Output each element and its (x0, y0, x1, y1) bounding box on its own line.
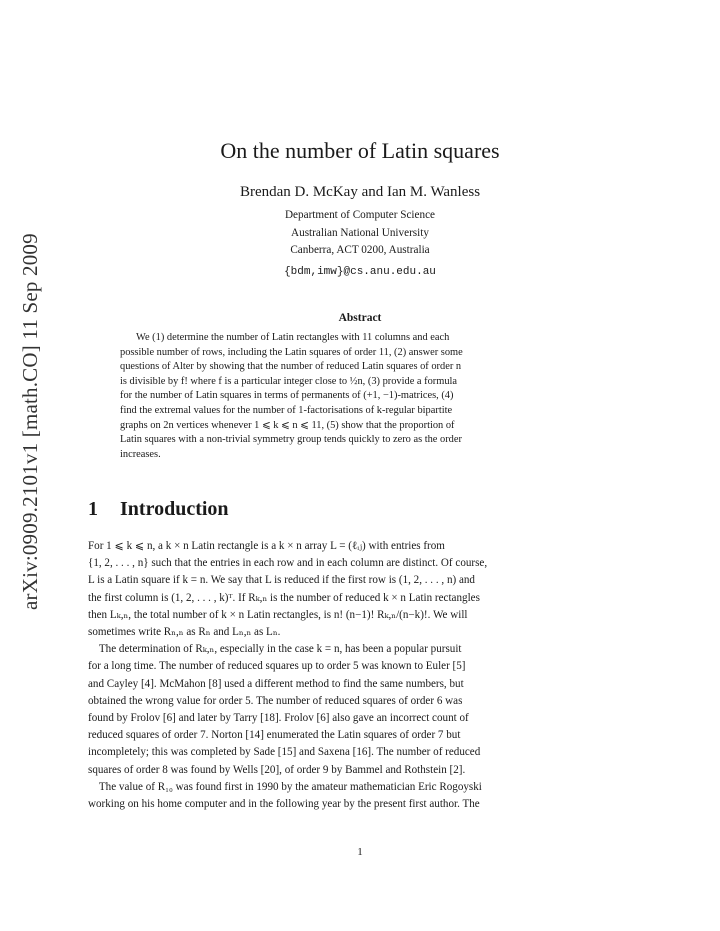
paper-authors: Brendan D. McKay and Ian M. Wanless (239, 184, 481, 200)
affiliation-line: Australian National University (291, 226, 429, 239)
affiliation-block (0, 207, 720, 281)
arxiv-identifier: arXiv:0909.2101v1 [math.CO] 11 Sep 2009 (18, 233, 42, 610)
body-line: L is a Latin square if k = n. We say that L is reduced if the first row is (1, 2, . . . , n) and (88, 574, 475, 587)
abstract-line: graphs on 2n vertices whenever 1 ⩽ k ⩽ n ⩽ 11, (5) show that the proportion of (120, 419, 455, 431)
abstract-line: We (1) determine the number of Latin rectangles with 11 columns and each (136, 332, 450, 343)
abstract-line: for the number of Latin squares in terms of permanents of (+1, −1)-matrices, (4) (120, 390, 454, 402)
body-line: for a long time. The number of reduced squares up to order 5 was known to Euler [5] (88, 660, 466, 673)
affiliation-line: Department of Computer Science (284, 209, 436, 221)
body-text (88, 538, 623, 813)
body-line: {1, 2, . . . , n} such that the entries in each row and in each column are distinct. Of course, (88, 557, 488, 570)
body-line: sometimes write Rₙ,ₙ as Rₙ and Lₙ,ₙ as Lₙ. (88, 626, 281, 639)
abstract-line: increases. (120, 448, 161, 460)
body-line: obtained the wrong value for order 5. The number of reduced squares of order 6 was (88, 694, 463, 707)
body-line: incompletely; this was completed by Sade [15] and Saxena [16]. The number of reduced (88, 746, 481, 759)
abstract-line: find the extremal values for the number of 1-factorisations of k-regular bipartite (120, 404, 453, 416)
section-number: 1 (88, 498, 98, 520)
abstract-body (120, 331, 585, 462)
abstract-line: is divisible by f! where f is a particular integer close to ½n, (3) provide a formula (120, 375, 458, 387)
page-number: 1 (357, 846, 363, 858)
body-line: For 1 ⩽ k ⩽ n, a k × n Latin rectangle is a k × n array L = (ℓᵢⱼ) with entries from (88, 540, 445, 552)
section-title: Introduction (120, 498, 229, 520)
section-heading (88, 498, 229, 521)
abstract-line: possible number of rows, including the Latin squares of order 11, (2) answer some (120, 346, 463, 358)
body-line: The determination of Rₖ,ₙ, especially in the case k = n, has been a popular pursuit (88, 643, 462, 656)
abstract-heading: Abstract (338, 312, 382, 324)
body-line: the first column is (1, 2, . . . , k)ᵀ. If Rₖ,ₙ is the number of reduced k × n Latin rectangles (88, 591, 480, 604)
body-line: then Lₖ,ₙ, the total number of k × n Latin rectangles, is n! (n−1)! Rₖ,ₙ/(n−k)!. We will (88, 608, 468, 621)
body-line: working on his home computer and in the following year by the present first author. The (88, 798, 480, 811)
abstract-line: Latin squares with a non-trivial symmetry group tends quickly to zero as the order (120, 434, 462, 446)
body-line: and Cayley [4]. McMahon [8] used a different method to find the same numbers, but (88, 677, 464, 690)
author-email: {bdm,imw}@cs.anu.edu.au (284, 265, 436, 278)
affiliation-line: Canberra, ACT 0200, Australia (290, 244, 430, 256)
body-line: squares of order 8 was found by Wells [20], of order 9 by Bammel and Rothstein [2]. (88, 763, 466, 776)
body-line: found by Frolov [6] and later by Tarry [18]. Frolov [6] also gave an incorrect count of (88, 712, 469, 725)
body-line: The value of R₁₀ was found first in 1990 by the amateur mathematician Eric Rogoyski (88, 780, 482, 793)
body-line: reduced squares of order 7. Norton [14] enumerated the Latin squares of order 7 but (88, 729, 461, 742)
paper-title: On the number of Latin squares (220, 138, 500, 163)
abstract-line: questions of Alter by showing that the number of reduced Latin squares of order n (120, 361, 462, 373)
